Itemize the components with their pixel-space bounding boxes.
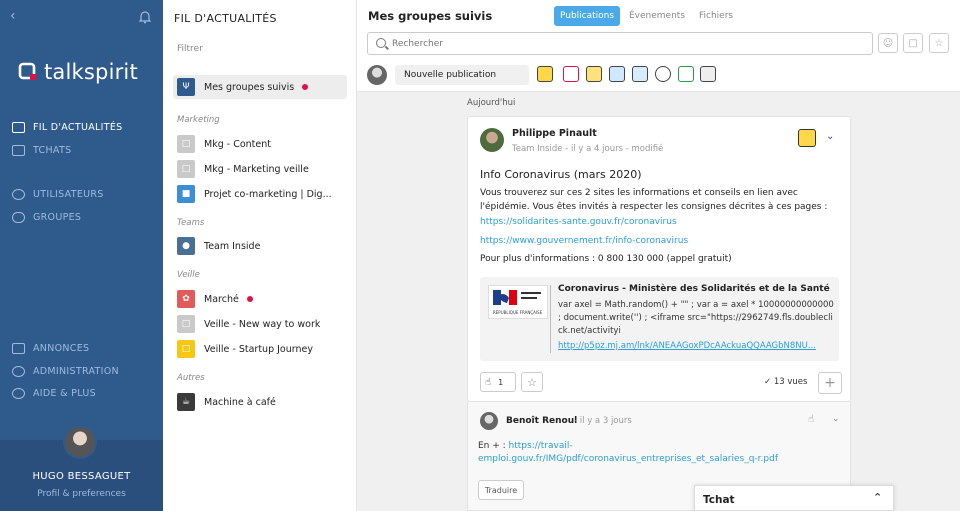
nav-item-label: FIL D'ACTUALITÉS — [33, 122, 123, 133]
page-title: Mes groupes suivis — [368, 9, 493, 23]
group-thumbnail: □ — [177, 160, 195, 178]
group-thumbnail: ■ — [177, 185, 195, 203]
unread-dot — [247, 296, 253, 302]
post-type-event-icon[interactable] — [563, 66, 579, 82]
gear-icon — [12, 366, 25, 377]
group-item-followed[interactable] — [173, 75, 347, 99]
author-avatar[interactable] — [480, 128, 504, 152]
main-header — [357, 0, 960, 92]
post-card — [467, 116, 851, 402]
group-item[interactable] — [173, 132, 347, 156]
check-icon: ✓ — [764, 377, 772, 387]
group-label: Marché — [204, 293, 239, 305]
add-reaction-button[interactable] — [818, 372, 842, 394]
group-label: Mkg - Marketing veille — [204, 163, 309, 175]
logo-text: talkspirit — [44, 60, 138, 84]
groups-icon — [12, 212, 25, 223]
post-type-image-icon[interactable] — [609, 66, 625, 82]
talkspirit-logo-icon — [18, 62, 38, 82]
like-count: 1 — [498, 377, 504, 387]
chevron-up-icon[interactable]: ⌃ — [873, 491, 883, 504]
tab-events[interactable]: Évenements — [629, 11, 686, 21]
section-label: Autres — [177, 373, 205, 383]
post-meta: Team Inside - il y a 4 jours - modifié — [512, 144, 664, 154]
post-body: Vous trouverez sur ces 2 sites les informations et conseils en lien avec l'épidémie. Vous êtes invités à respecter les consignes décrites à ces pages : — [480, 188, 828, 212]
group-thumbnail: □ — [177, 340, 195, 358]
bell-icon[interactable] — [138, 10, 152, 24]
group-thumbnail: □ — [177, 135, 195, 153]
chat-icon — [12, 145, 25, 156]
post-author[interactable]: Philippe Pinault — [512, 128, 597, 139]
post-type-chart-icon[interactable] — [632, 66, 648, 82]
nav-item-label: UTILISATEURS — [33, 189, 104, 200]
article-type-icon — [798, 129, 816, 147]
preview-separator — [550, 285, 551, 353]
day-label: Aujourd'hui — [467, 98, 516, 108]
preview-link[interactable]: http://p5pz.mj.am/lnk/ANEAAGoxPDcAAckuaQQAAGbN8NU... — [558, 341, 816, 351]
group-item[interactable] — [173, 337, 347, 361]
post-title: Info Coronavirus (mars 2020) — [480, 168, 642, 181]
help-icon — [12, 388, 25, 399]
groups-panel-title: FIL D'ACTUALITÉS — [174, 12, 277, 25]
lock-icon: □ — [908, 37, 918, 49]
filter-private-button[interactable] — [903, 33, 923, 53]
talkspirit-logo[interactable] — [18, 60, 138, 84]
group-thumbnail: ✿ — [177, 290, 195, 308]
comment-avatar[interactable] — [480, 412, 498, 430]
new-post-button[interactable]: Nouvelle publication — [395, 65, 529, 85]
plus-icon: + — [824, 375, 836, 391]
main-content — [357, 0, 960, 511]
preview-title: Coronavirus - Ministère des Solidarités et de la Santé — [558, 284, 830, 294]
back-chevron-icon[interactable]: ‹ — [10, 8, 16, 24]
group-item[interactable] — [173, 390, 347, 414]
comment-text — [478, 440, 798, 466]
post-type-document-icon[interactable] — [586, 66, 602, 82]
translate-button[interactable]: Traduire — [478, 480, 524, 500]
group-thumbnail: ● — [177, 237, 195, 255]
followed-groups-icon: Ψ — [177, 78, 195, 96]
preview-description: var axel = Math.random() + "" ; var a = axel * 10000000000000 ; document.write('') ; <iframe src="https://2962749.fls.doubleclick.net/activityi — [558, 300, 834, 336]
nav-item-announcements[interactable] — [12, 343, 89, 354]
users-icon — [12, 189, 25, 200]
group-thumbnail: □ — [177, 315, 195, 333]
post-phone-text: Pour plus d'informations : 0 800 130 000 (appel gratuit) — [480, 254, 732, 264]
group-item[interactable] — [173, 287, 347, 311]
republique-francaise-logo — [488, 285, 548, 319]
filter-favorites-button[interactable] — [929, 33, 949, 53]
news-feed-icon — [12, 122, 25, 133]
logo-caption: RÉPUBLIQUE FRANÇAISE — [493, 310, 543, 315]
favorite-button[interactable] — [521, 372, 543, 392]
main-navigation — [0, 0, 163, 511]
nav-item-label: GROUPES — [33, 212, 82, 223]
comment-like-icon[interactable]: ☝ — [808, 414, 815, 425]
nav-item-news-feed[interactable] — [12, 122, 122, 133]
comment-link[interactable]: https://travail-emploi.gouv.fr/IMG/pdf/coronavirus_entreprises_et_salaries_q-r.pdf — [478, 441, 778, 464]
nav-item-groups[interactable] — [12, 212, 81, 223]
post-link[interactable]: https://solidarites-sante.gouv.fr/coronavirus — [480, 217, 677, 227]
user-avatar[interactable] — [63, 425, 97, 459]
user-icon: ☺ — [882, 37, 894, 49]
megaphone-icon — [12, 343, 25, 354]
group-label: Veille - New way to work — [204, 318, 321, 330]
nav-item-help[interactable] — [12, 388, 96, 399]
user-name[interactable]: HUGO BESSAGUET — [32, 471, 131, 482]
comment-meta: - il y a 3 jours — [574, 416, 632, 426]
views-count[interactable] — [764, 377, 807, 387]
current-user-avatar — [367, 65, 387, 85]
group-item[interactable] — [173, 182, 347, 206]
group-label: Machine à café — [204, 396, 276, 408]
filter-user-button[interactable] — [878, 33, 898, 53]
group-label: Mkg - Content — [204, 138, 271, 150]
group-item[interactable] — [173, 234, 347, 258]
post-type-poll-icon[interactable] — [655, 66, 671, 82]
comment-menu-chevron-icon[interactable]: ⌄ — [832, 414, 840, 424]
section-label: Marketing — [177, 115, 220, 125]
group-item[interactable] — [173, 312, 347, 336]
tchat-panel[interactable] — [694, 485, 894, 511]
nav-item-label: ANNONCES — [33, 343, 90, 354]
link-preview[interactable] — [480, 277, 839, 361]
group-label: Projet co-marketing | Dig... — [204, 188, 332, 200]
section-label: Teams — [177, 218, 205, 228]
group-thumbnail: ☕ — [177, 393, 195, 411]
post-link[interactable]: https://www.gouvernement.fr/info-coronavirus — [480, 236, 689, 246]
tab-files[interactable]: Fichiers — [699, 11, 734, 21]
nav-item-label: ADMINISTRATION — [33, 366, 119, 377]
star-icon: ☆ — [934, 37, 944, 49]
nav-item-label: AIDE & PLUS — [33, 388, 96, 399]
tab-publications[interactable]: Publications — [554, 6, 620, 26]
tchat-label: Tchat — [703, 494, 735, 506]
search-input[interactable] — [392, 36, 862, 52]
filter-input[interactable]: Filtrer — [177, 44, 203, 54]
marianne-logo-icon — [489, 286, 547, 318]
unread-dot — [302, 84, 308, 90]
nav-item-users[interactable] — [12, 189, 104, 200]
groups-panel — [163, 0, 357, 511]
group-label: Team Inside — [204, 240, 261, 252]
post-type-task-icon[interactable] — [678, 66, 694, 82]
section-label: Veille — [177, 270, 200, 280]
post-menu-chevron-icon[interactable]: ⌄ — [826, 131, 835, 142]
post-type-article-icon[interactable] — [537, 66, 553, 82]
group-item[interactable] — [173, 157, 347, 181]
comment-prefix: En + : — [478, 441, 509, 451]
post-type-video-icon[interactable] — [700, 66, 716, 82]
search-icon — [376, 38, 386, 48]
group-label: Mes groupes suivis — [204, 81, 295, 93]
star-icon: ☆ — [527, 375, 537, 389]
nav-item-administration[interactable] — [12, 366, 119, 377]
comment-author[interactable]: Benoît Renoul — [506, 416, 578, 426]
nav-item-chats[interactable] — [12, 145, 71, 156]
profile-preferences-link[interactable]: Profil & preferences — [37, 489, 126, 499]
views-label: 13 vues — [773, 377, 808, 387]
search-bar[interactable] — [367, 32, 873, 55]
group-label: Veille - Startup Journey — [204, 343, 313, 355]
like-button[interactable] — [480, 372, 516, 392]
nav-item-label: TCHATS — [33, 145, 72, 156]
thumb-up-icon: ☝ — [485, 376, 492, 388]
